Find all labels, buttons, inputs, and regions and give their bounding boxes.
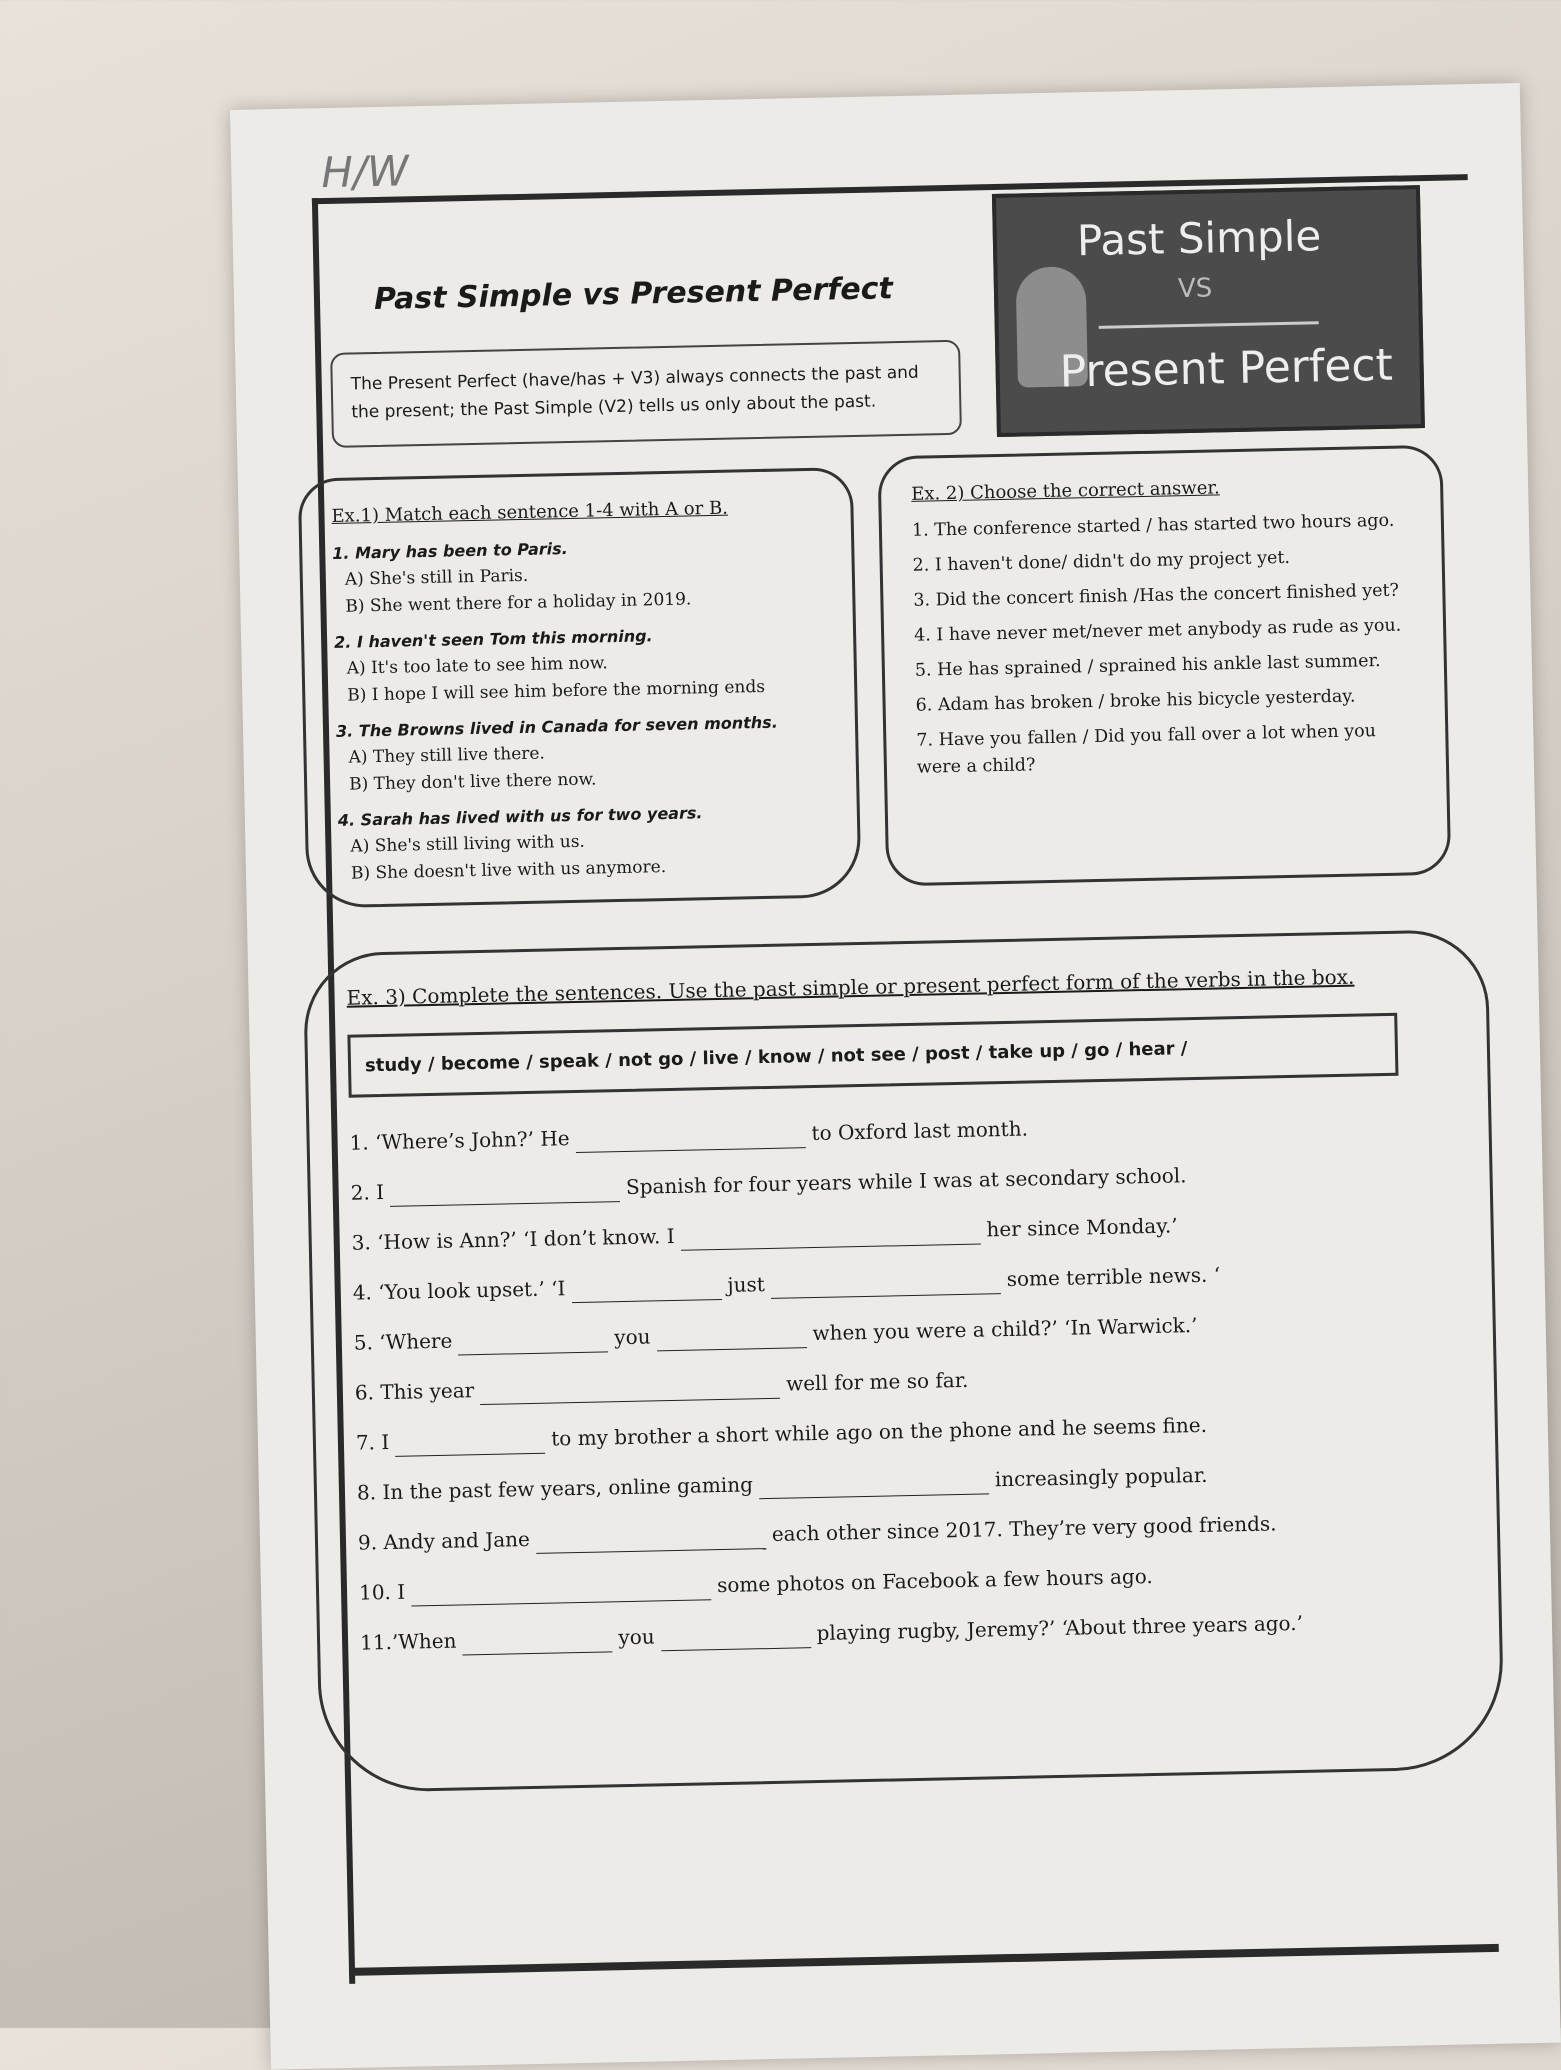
ex2-item: 7. Have you fallen / Did you fall over a lot when you were a child? [916, 721, 1377, 778]
ex2-item: 5. He has sprained / sprained his ankle last summer. [914, 651, 1381, 681]
ex1-option-a: A) They still live there. [348, 743, 546, 768]
sentence-text: you [618, 1624, 655, 1650]
ex1-option-a: A) She's still in Paris. [344, 565, 529, 590]
ex1-item [332, 530, 823, 621]
ex1-option-b: B) She doesn't live with us anymore. [350, 857, 667, 884]
sentence-text: some photos on Facebook a few hours ago. [716, 1563, 1153, 1598]
sentence-text: 10. I [358, 1579, 406, 1605]
ex2-item: 1. The conference started / has started two hours ago. [911, 510, 1395, 541]
sentence-text: well for me so far. [785, 1367, 969, 1396]
sentence-text: playing rugby, Jeremy?’ ‘About three years ago.’ [816, 1610, 1304, 1646]
ex3-sentence [354, 1305, 1453, 1358]
sentence-text: 5. ‘Where [353, 1328, 453, 1355]
ex3-sentence [359, 1555, 1458, 1608]
banner-past-simple: Past Simple [1076, 211, 1322, 266]
ex1-question: 2. I haven't seen Tom this morning. [333, 626, 653, 652]
ex3-sentence [357, 1455, 1456, 1508]
worksheet-page [230, 83, 1561, 2070]
verb-box: study / become / speak / not go / live / know / not see / post / take up / go / hear / [347, 1013, 1398, 1098]
sentence-text: some terrible news. ‘ [1006, 1262, 1221, 1291]
answer-blank[interactable] [680, 1224, 980, 1251]
ex3-sentence [349, 1105, 1448, 1158]
ex1-option-b: B) She went there for a holiday in 2019. [345, 589, 692, 617]
exercise-1-box [298, 467, 862, 909]
exercise-2-box [877, 445, 1451, 887]
timeline-graphic [1099, 321, 1319, 329]
answer-blank[interactable] [759, 1473, 989, 1499]
answer-blank[interactable] [480, 1378, 780, 1405]
ex1-item [336, 708, 827, 799]
sentence-text: each other since 2017. They’re very good friends. [771, 1511, 1277, 1546]
sentence-text: 9. Andy and Jane [357, 1527, 531, 1555]
ex1-option-b: B) They don't live there now. [348, 769, 597, 795]
sentence-text: Spanish for four years while I was at secondary school. [625, 1163, 1187, 1199]
answer-blank[interactable] [656, 1327, 806, 1351]
sentence-text: 1. ‘Where’s John?’ He [349, 1126, 570, 1155]
ex3-sentence [350, 1155, 1449, 1208]
sentence-text: increasingly popular. [994, 1462, 1208, 1492]
banner-present-perfect: Present Perfect [1059, 339, 1394, 398]
ex2-item: 4. I have never met/never met anybody as rude as you. [913, 615, 1402, 646]
sentence-text: 7. I [355, 1429, 390, 1455]
exercise-3-heading: Ex. 3) Complete the sentences. Use the past simple or present perfect form of the verbs in the box. [346, 964, 1355, 1010]
answer-blank[interactable] [536, 1528, 766, 1554]
ex1-question: 3. The Browns lived in Canada for seven months. [335, 712, 778, 741]
ex1-option-b: B) I hope I will see him before the morning ends [347, 676, 766, 706]
ex1-item [338, 797, 829, 888]
answer-blank[interactable] [771, 1273, 1001, 1299]
sentence-text: just [727, 1272, 766, 1297]
exercise-1-heading: Ex.1) Match each sentence 1-4 with A or B. [331, 497, 729, 527]
ex1-item [334, 619, 825, 710]
hw-note: H/W [320, 146, 410, 198]
sentence-text: when you were a child?’ ‘In Warwick.’ [812, 1313, 1198, 1346]
ex1-question: 4. Sarah has lived with us for two years. [337, 803, 703, 830]
sentence-text: her since Monday.’ [986, 1213, 1178, 1242]
ex2-item: 2. I haven't done/ didn't do my project yet. [912, 547, 1291, 576]
answer-blank[interactable] [462, 1631, 612, 1655]
ex3-sentence [351, 1205, 1450, 1258]
ex3-sentence [356, 1405, 1455, 1458]
sentence-text: 11.’When [359, 1628, 457, 1655]
exercise-2-heading: Ex. 2) Choose the correct answer. [910, 477, 1220, 505]
banner-image [992, 185, 1425, 437]
sentence-text: to my brother a short while ago on the phone and he seems fine. [550, 1412, 1208, 1451]
ex3-sentence [355, 1355, 1454, 1408]
sentence-text: 6. This year [354, 1378, 475, 1405]
ex2-item: 3. Did the concert finish /Has the concert finished yet? [913, 580, 1400, 611]
answer-blank[interactable] [571, 1279, 721, 1303]
sentence-text: 2. I [350, 1180, 385, 1205]
ex3-sentence [360, 1605, 1459, 1658]
ex1-question: 1. Mary has been to Paris. [332, 539, 568, 563]
intro-box: The Present Perfect (have/has + V3) always connects the past and the present; the Past Simple (V2) tells us only about the past. [330, 340, 962, 448]
page-title: Past Simple vs Present Perfect [373, 271, 894, 318]
banner-vs: VS [1177, 273, 1213, 305]
answer-blank[interactable] [411, 1579, 711, 1606]
ex3-sentence [358, 1505, 1457, 1558]
answer-blank[interactable] [575, 1127, 805, 1153]
sentence-text: 4. ‘You look upset.’ ‘I [352, 1276, 566, 1305]
sentence-text: you [614, 1324, 651, 1350]
ex1-option-a: A) It's too late to see him now. [346, 653, 608, 679]
answer-blank[interactable] [390, 1181, 620, 1207]
sentence-text: 3. ‘How is Ann?’ ‘I don’t know. I [351, 1223, 675, 1255]
exercise-3-box [303, 929, 1505, 1794]
ex2-item: 6. Adam has broken / broke his bicycle yesterday. [915, 686, 1356, 716]
ex1-option-a: A) She's still living with us. [350, 831, 586, 857]
ex3-sentence [352, 1255, 1451, 1308]
sentence-text: 8. In the past few years, online gaming [356, 1472, 754, 1505]
answer-blank[interactable] [395, 1433, 545, 1457]
answer-blank[interactable] [660, 1627, 810, 1651]
sentence-text: to Oxford last month. [811, 1116, 1029, 1146]
answer-blank[interactable] [458, 1331, 608, 1355]
